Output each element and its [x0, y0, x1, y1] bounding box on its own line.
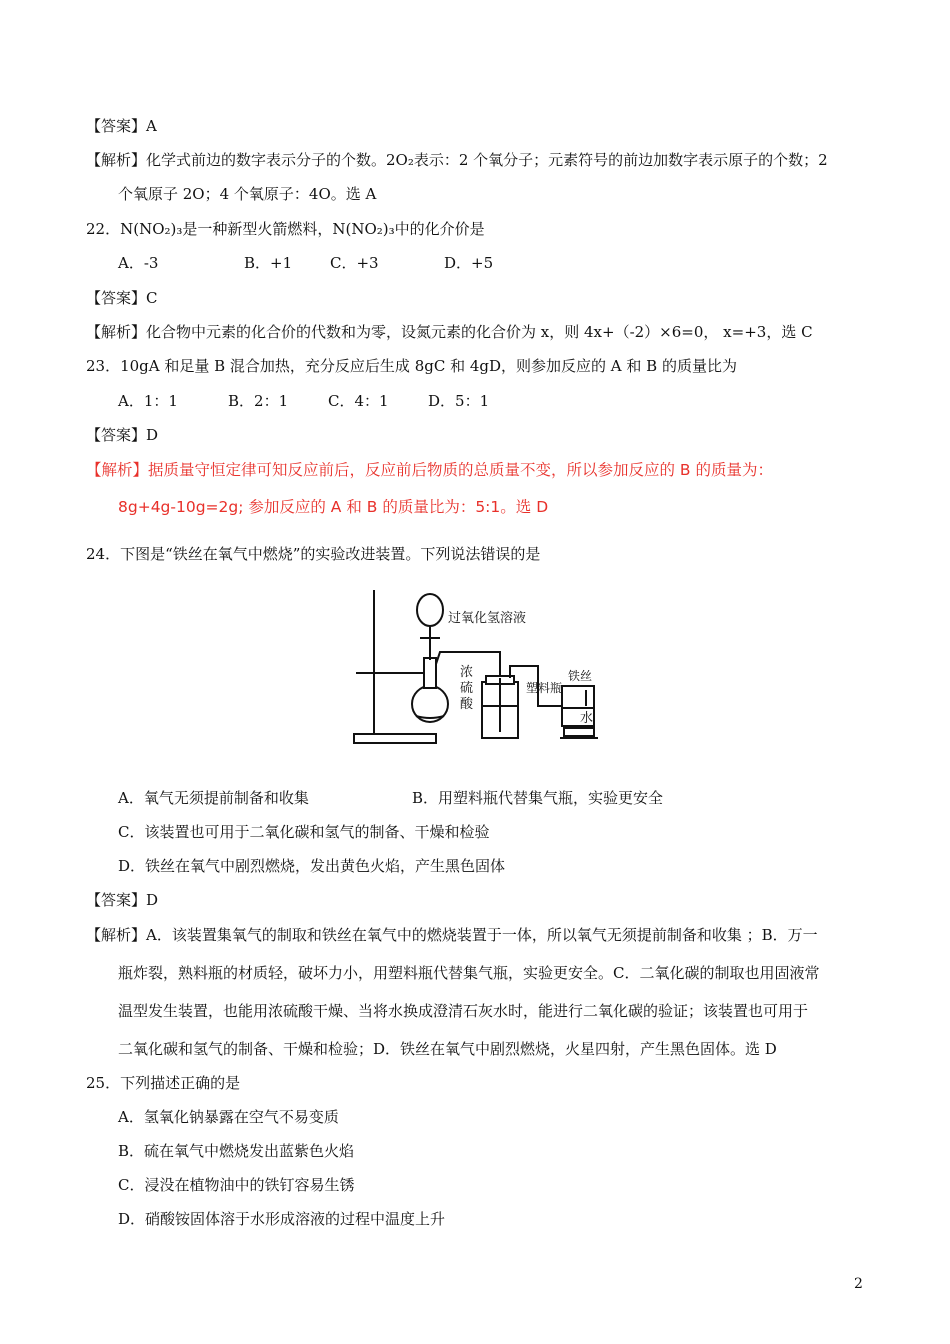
q21-answer: 【答案】A	[86, 117, 157, 135]
q22-stem: 22．N(NO₂)₃是一种新型火箭燃料，N(NO₂)₃中的化介价是	[86, 220, 485, 238]
stand-base	[354, 734, 436, 743]
label-acid-2: 硫	[460, 681, 474, 696]
label-iron-wire: 铁丝	[568, 669, 593, 683]
q23-stem: 23．10gA 和足量 B 混合加热，充分反应后生成 8gC 和 4gD，则参加反应的 A 和 B 的质量比为	[86, 357, 737, 375]
q24-analysis-line-1: 【解析】A．该装置集氧气的制取和铁丝在氧气中的燃烧装置于一体，所以氧气无须提前制备和收集 ；B．万一	[86, 926, 818, 944]
q21-analysis-line-1: 【解析】化学式前边的数字表示分子的个数。2O₂表示：2 个氧分子；元素符号的前边加数字表示原子的个数；2	[86, 151, 828, 169]
q24-option-b: B．用塑料瓶代替集气瓶，实验更安全	[412, 789, 664, 807]
q23-analysis-line-1: 【解析】据质量守恒定律可知反应前后，反应前后物质的总质量不变，所以参加反应的 B 的质量为：	[86, 461, 773, 479]
label-plastic-bottle: 塑料瓶	[526, 681, 563, 695]
q25-stem: 25．下列描述正确的是	[86, 1074, 241, 1092]
q24-answer: 【答案】D	[86, 891, 159, 909]
label-acid-1: 浓	[460, 665, 474, 680]
label-water: 水	[580, 711, 594, 726]
q24-stem: 24．下图是“铁丝在氧气中燃烧”的实验改进装置。下列说法错误的是	[86, 545, 541, 563]
q23-option-b: B．2：1	[228, 392, 289, 410]
q24-option-d: D．铁丝在氧气中剧烈燃烧，发出黄色火焰，产生黑色固体	[118, 857, 506, 875]
q23-option-a: A．1：1	[118, 392, 178, 410]
q23-analysis-line-2: 8g+4g-10g=2g; 参加反应的 A 和 B 的质量比为：5:1。选 D	[118, 498, 549, 516]
q24-option-c: C．该装置也可用于二氧化碳和氢气的制备、干燥和检验	[118, 823, 490, 841]
bottle-platform	[564, 728, 594, 736]
q22-option-d: D．+5	[444, 254, 494, 272]
q24-analysis-line-3: 温型发生装置，也能用浓硫酸干燥、当将水换成澄清石灰水时，能进行二氧化碳的验证；该装置也可用于	[118, 1002, 809, 1020]
label-peroxide: 过氧化氢溶液	[448, 611, 527, 626]
q22-option-c: C．+3	[330, 254, 379, 272]
q24-analysis-line-2: 瓶炸裂，熟料瓶的材质轻，破坏力小，用塑料瓶代替集气瓶，实验更安全。C．二氧化碳的制取也用固液常	[118, 964, 820, 982]
q25-option-d: D．硝酸铵固体溶于水形成溶液的过程中温度上升	[118, 1210, 446, 1228]
q22-analysis: 【解析】化合物中元素的化合价的代数和为零，设氮元素的化合价为 x，则 4x+（-2）×6=0， x=+3，选 C	[86, 323, 813, 341]
q25-option-c: C．浸没在植物油中的铁钉容易生锈	[118, 1176, 355, 1194]
page-number: 2	[854, 1276, 863, 1292]
q22-option-a: A．-3	[118, 254, 159, 272]
q24-option-a: A．氧气无须提前制备和收集	[118, 789, 309, 807]
q22-answer: 【答案】C	[86, 289, 158, 307]
flask-neck	[424, 658, 436, 688]
q25-option-b: B．硫在氧气中燃烧发出蓝紫色火焰	[118, 1142, 355, 1160]
q25-option-a: A．氢氧化钠暴露在空气不易变质	[118, 1108, 339, 1126]
q23-answer: 【答案】D	[86, 426, 159, 444]
apparatus-figure	[350, 582, 600, 750]
apparatus-diagram	[350, 582, 600, 750]
q21-analysis-line-2: 个氧原子 2O；4 个氧原子：4O。选 A	[118, 185, 377, 203]
q23-option-d: D．5：1	[428, 392, 490, 410]
q23-option-c: C．4：1	[328, 392, 389, 410]
separatory-funnel	[417, 594, 443, 626]
q22-option-b: B．+1	[244, 254, 293, 272]
label-acid-3: 酸	[460, 697, 474, 712]
q24-analysis-line-4: 二氧化碳和氢气的制备、干燥和检验；D．铁丝在氧气中剧烈燃烧，火星四射，产生黑色固体。选 D	[118, 1040, 777, 1058]
